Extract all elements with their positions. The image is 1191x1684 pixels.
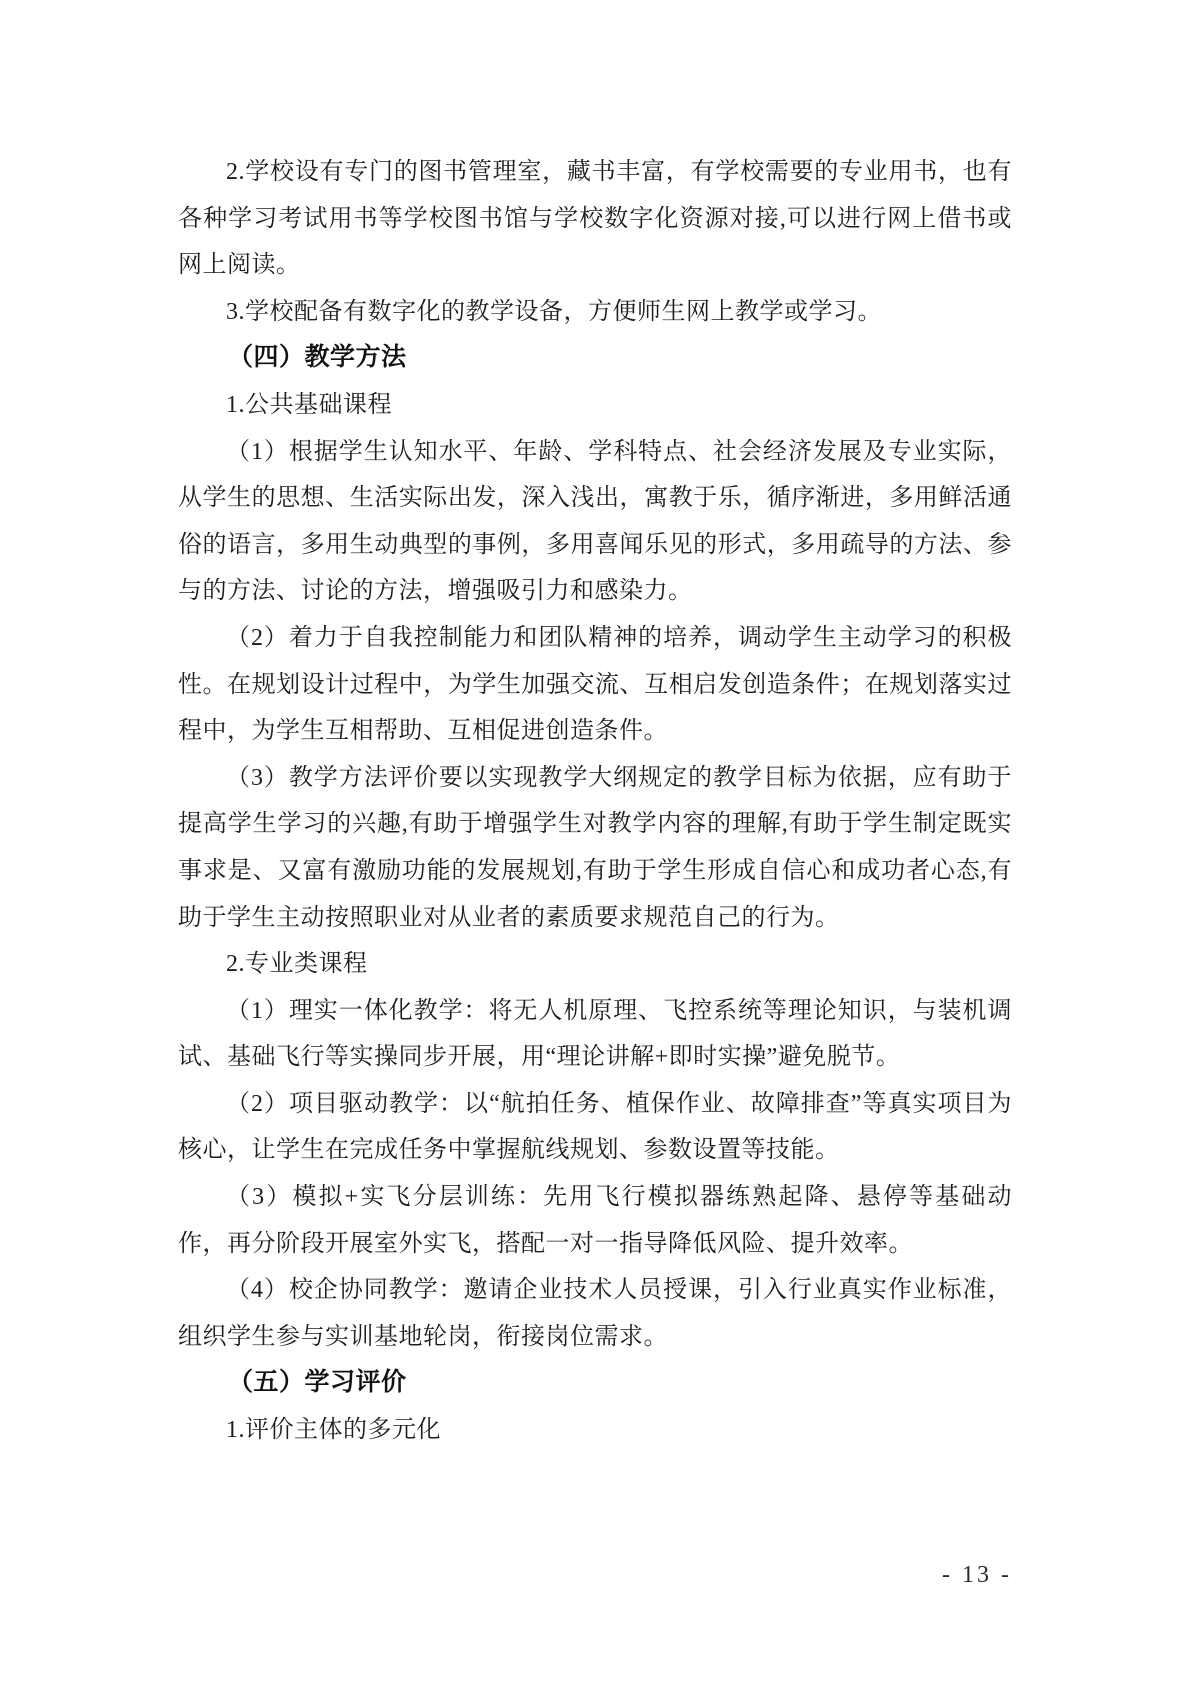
paragraph: （2）项目驱动教学：以“航拍任务、植保作业、故障排查”等真实项目为核心，让学生在完成任务中掌握航线规划、参数设置等技能。 [178, 1090, 1012, 1164]
paragraph: （1）理实一体化教学：将无人机原理、飞控系统等理论知识，与装机调试、基础飞行等实操同步开展，用“理论讲解+即时实操”避免脱节。 [178, 997, 1012, 1071]
section-heading: （四）教学方法 [228, 344, 407, 372]
paragraph: 1.公共基础课程 [226, 391, 392, 418]
page-number: - 13 - [942, 1562, 1012, 1588]
paragraph: 3.学校配备有数字化的教学设备，方便师生网上教学或学习。 [226, 298, 882, 325]
paragraph: （3）模拟+实飞分层训练：先用飞行模拟器练熟起降、悬停等基础动作，再分阶段开展室外实飞，搭配一对一指导降低风险、提升效率。 [178, 1184, 1012, 1257]
paragraph: （2）着力于自我控制能力和团队精神的培养，调动学生主动学习的积极性。在规划设计过程中，为学生加强交流、互相启发创造条件；在规划落实过程中，为学生互相帮助、互相促进创造条件。 [178, 624, 1012, 745]
paragraph: 1.评价主体的多元化 [226, 1417, 441, 1444]
document-body [178, 149, 1012, 1454]
paragraph: （3）教学方法评价要以实现教学大纲规定的教学目标为依据，应有助于提高学生学习的兴趣,有助于增强学生对教学内容的理解,有助于学生制定既实事求是、又富有激励功能的发展规划,有助于学生形成自信心和成功者心态,有助于学生主动按照职业对从业者的素质要求规范自己的行为。 [178, 764, 1012, 931]
paragraph: 2.学校设有专门的图书管理室，藏书丰富，有学校需要的专业用书，也有各种学习考试用书等学校图书馆与学校数字化资源对接,可以进行网上借书或网上阅读。 [178, 159, 1012, 279]
section-heading: （五）学习评价 [228, 1369, 407, 1397]
paragraph: （1）根据学生认知水平、年龄、学科特点、社会经济发展及专业实际，从学生的思想、生活实际出发，深入浅出，寓教于乐，循序渐进，多用鲜活通俗的语言，多用生动典型的事例，多用喜闻乐见的形式，多用疏导的方法、参与的方法、讨论的方法，增强吸引力和感染力。 [178, 438, 1012, 605]
paragraph: 2.专业类课程 [226, 951, 368, 978]
paragraph: （4）校企协同教学：邀请企业技术人员授课，引入行业真实作业标准，组织学生参与实训基地轮岗，衔接岗位需求。 [178, 1277, 1012, 1350]
